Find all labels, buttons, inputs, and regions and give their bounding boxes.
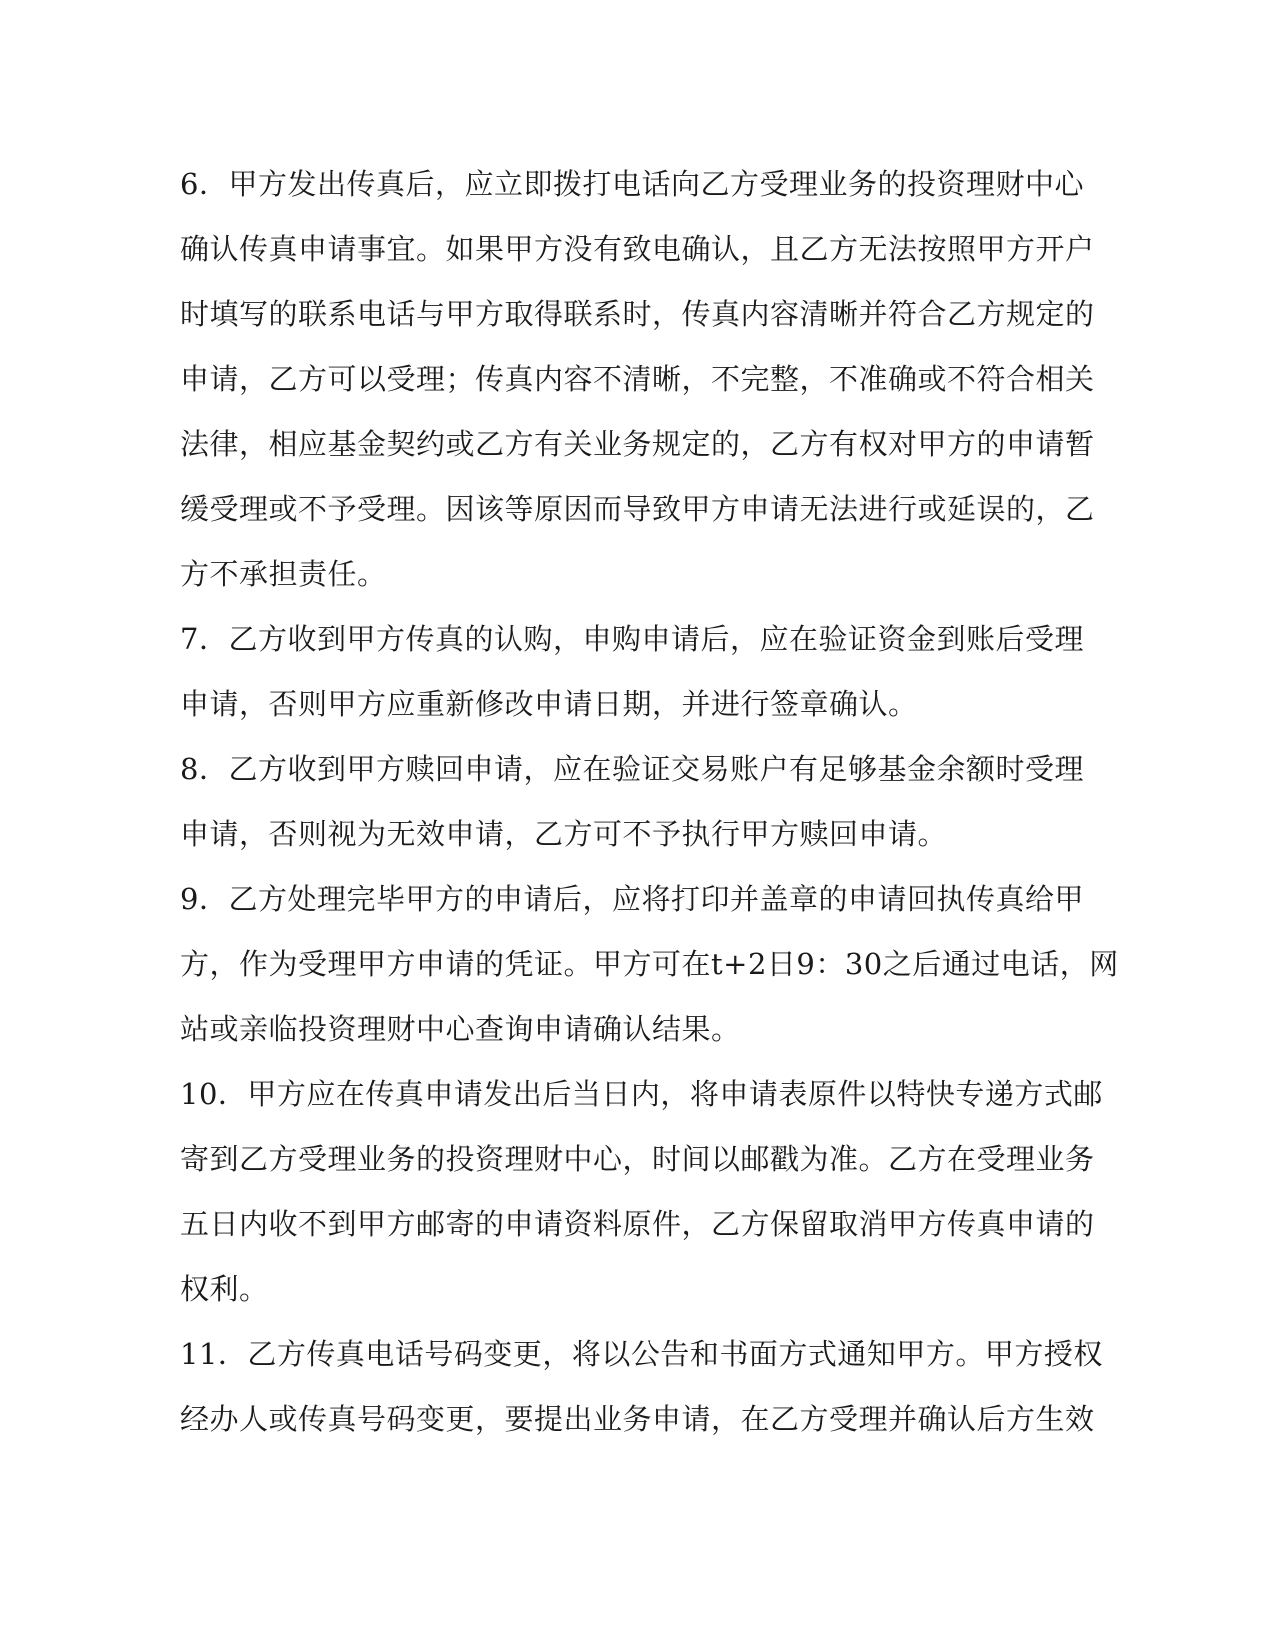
text-line: 时填写的联系电话与甲方取得联系时，传真内容清晰并符合乙方规定的 [180,297,1095,331]
text-line: 经办人或传真号码变更，要提出业务申请，在乙方受理并确认后方生效 [180,1402,1095,1436]
text-line: 五日内收不到甲方邮寄的申请资料原件，乙方保留取消甲方传真申请的 [180,1207,1095,1241]
text-line: 10．甲方应在传真申请发出后当日内，将申请表原件以特快专递方式邮 [180,1077,1103,1111]
text-line: 6．甲方发出传真后，应立即拨打电话向乙方受理业务的投资理财中心 [180,167,1084,201]
text-line: 寄到乙方受理业务的投资理财中心，时间以邮戳为准。乙方在受理业务 [180,1142,1095,1176]
text-line: 方不承担责任。 [180,557,387,591]
text-line: 站或亲临投资理财中心查询申请确认结果。 [180,1012,741,1046]
document-body [180,152,1119,1452]
text-line: 申请，否则甲方应重新修改申请日期，并进行签章确认。 [180,687,918,721]
text-line: 7．乙方收到甲方传真的认购，申购申请后，应在验证资金到账后受理 [180,622,1084,656]
text-line: 申请，否则视为无效申请，乙方可不予执行甲方赎回申请。 [180,817,948,851]
text-line: 11．乙方传真电话号码变更，将以公告和书面方式通知甲方。甲方授权 [180,1337,1103,1371]
text-line: 8．乙方收到甲方赎回申请，应在验证交易账户有足够基金余额时受理 [180,752,1084,786]
text-line: 申请，乙方可以受理；传真内容不清晰，不完整，不准确或不符合相关 [180,362,1095,396]
text-line: 方，作为受理甲方申请的凭证。甲方可在t+2日9：30之后通过电话，网 [180,947,1119,981]
text-line: 缓受理或不予受理。因该等原因而导致甲方申请无法进行或延误的，乙 [180,492,1095,526]
text-line: 确认传真申请事宜。如果甲方没有致电确认，且乙方无法按照甲方开户 [180,232,1095,266]
text-line: 法律，相应基金契约或乙方有关业务规定的，乙方有权对甲方的申请暂 [180,427,1095,461]
text-line: 权利。 [180,1272,269,1306]
text-line: 9．乙方处理完毕甲方的申请后，应将打印并盖章的申请回执传真给甲 [180,882,1084,916]
